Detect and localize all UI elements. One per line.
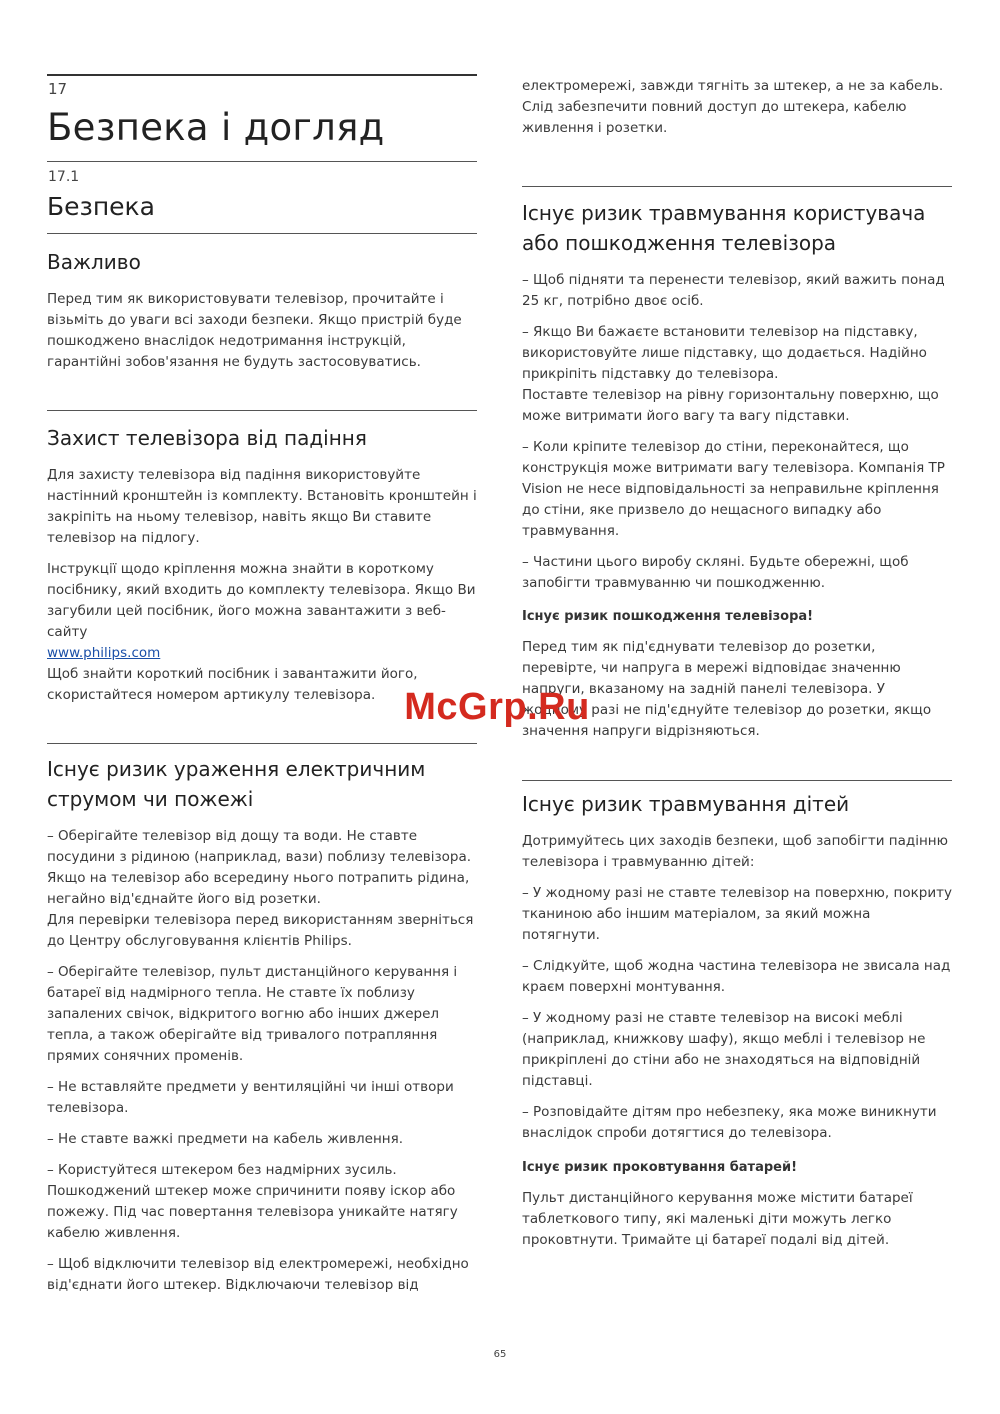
shock-heading: Існує ризик ураження електричним струмом чи пожежі [47,757,426,811]
shock-paragraph-1a: – Оберігайте телевізор від дощу та води. Не ставте посудини з рідиною (наприклад, вази) поблизу телевізора. Якщо на телевізор або всередину нього потрапить рідина, негайно від'єднайте його від розетки. [47,828,472,907]
chapter-title: Безпека і догляд [47,106,385,149]
injury-paragraph-4: – Частини цього виробу скляні. Будьте обережні, щоб запобігти травмуванню чи пошкодженню. [522,554,909,591]
damage-subheading: Існує ризик пошкодження телевізора! [522,609,814,624]
shock-paragraph-5: – Користуйтеся штекером без надмірних зусиль. Пошкоджений штекер може спричинити появу іскор або пожежу. Під час повертання телевізора уникайте натягу кабелю живлення. [47,1162,458,1241]
injury-heading: Існує ризик травмування користувача або пошкодження телевізора [522,201,926,255]
injury-rule [522,186,952,187]
section-rule [47,161,477,162]
shock-paragraph-1b: Для перевірки телевізора перед використанням зверніться до Центру обслуговування клієнтів Philips. [47,912,474,949]
shock-paragraph-3: – Не вставляйте предмети у вентиляційні чи інші отвори телевізора. [47,1079,454,1116]
fall-paragraph-2 [47,559,477,706]
injury-paragraph-3: – Коли кріпите телевізор до стіни, переконайтеся, що конструкція може витримати вагу телевізора. Компанія TP Vision не несе відповідальності за неправильне кріплення до стіни, яке призвело до нещасного випадку або травмування. [522,439,945,539]
chapter-number: 17 [48,80,68,98]
shock-paragraph-6-continued: електромережі, завжди тягніть за штекер, а не за кабель. Слід забезпечити повний доступ до штекера, кабелю живлення і розетки. [522,78,944,136]
children-paragraph-2: – У жодному разі не ставте телевізор на поверхню, покриту тканиною або іншим матеріалом, за який можна потягнути. [522,885,952,943]
children-rule [522,780,952,781]
injury-paragraph-1: – Щоб підняти та перенести телевізор, який важить понад 25 кг, потрібно двоє осіб. [522,272,945,309]
chapter-rule [47,74,477,76]
injury-paragraph-2 [522,322,952,427]
children-paragraph-3: – Слідкуйте, щоб жодна частина телевізора не звисала над краєм поверхні монтування. [522,958,951,995]
shock-paragraph-4: – Не ставте важкі предмети на кабель живлення. [47,1131,404,1147]
children-paragraph-4: – У жодному разі не ставте телевізор на високі меблі (наприклад, книжкову шафу), якщо меблі і телевізор не прикріплені до стіни або не знаходяться на відповідній підставці. [522,1010,926,1089]
fall-paragraph-2-text: Інструкції щодо кріплення можна знайти в короткому посібнику, який входить до комплекту телевізора. Якщо Ви загубили цей посібник, його можна завантажити з веб-сайту [47,561,476,640]
shock-paragraph-6: – Щоб відключити телевізор від електромережі, необхідно від'єднати його штекер. Відключаючи телевізор від [47,1256,469,1293]
battery-subheading: Існує ризик проковтування батарей! [522,1160,798,1175]
page-number: 65 [493,1349,507,1360]
shock-rule [47,743,477,744]
shock-paragraph-2: – Оберігайте телевізор, пульт дистанційного керування і батареї від надмірного тепла. Не ставте їх поблизу запалених свічок, відкритого вогню або інших джерел тепла, а також оберігайте від тривалого потрапляння прямих сонячних променів. [47,964,458,1064]
battery-text: Пульт дистанційного керування може містити батареї таблеткового типу, які маленькі діти можуть легко проковтнути. Тримайте ці батареї подалі від дітей. [522,1190,913,1248]
damage-text: Перед тим як під'єднувати телевізор до розетки, перевірте, чи напруга в мережі відповідає значенню напруги, вказаному на задній панелі телевізора. У жодному разі не під'єднуйте телевізор до розетки, якщо значення напруги відрізняються. [522,639,932,739]
children-paragraph-5: – Розповідайте дітям про небезпеку, яка може виникнути внаслідок спроби дотягтися до телевізора. [522,1104,937,1141]
important-rule [47,233,477,234]
fall-paragraph-1: Для захисту телевізора від падіння використовуйте настінний кронштейн із комплекту. Встановіть кронштейн і закріпіть на ньому телевізор, навіть якщо Ви ставите телевізор на підлогу. [47,467,477,546]
left-column [47,0,477,1306]
section-title: Безпека [47,192,155,221]
philips-link[interactable]: www.philips.com [47,645,161,661]
children-paragraph-1: Дотримуйтесь цих заходів безпеки, щоб запобігти падінню телевізора і травмуванню дітей: [522,833,948,870]
fall-paragraph-2-after: Щоб знайти короткий посібник і завантажити його, скористайтеся номером артикулу телевізора. [47,666,418,703]
important-text: Перед тим як використовувати телевізор, прочитайте і візьміть до уваги всі заходи безпеки. Якщо пристрій буде пошкоджено внаслідок недотримання інструкцій, гарантійні зобов'язання не будуть застосовуватись. [47,291,462,370]
children-heading: Існує ризик травмування дітей [522,792,850,816]
important-heading: Важливо [47,250,141,274]
fall-heading: Захист телевізора від падіння [47,426,367,450]
watermark: McGrp.Ru [404,686,590,728]
section-number: 17.1 [48,169,80,185]
injury-paragraph-2b: Поставте телевізор на рівну горизонтальну поверхню, що може витримати його вагу та вагу підставки. [522,387,939,424]
injury-paragraph-2a: – Якщо Ви бажаєте встановити телевізор на підставку, використовуйте лише підставку, що додається. Надійно прикріпіть підставку до телевізора. [522,324,927,382]
fall-rule [47,410,477,411]
right-column [522,0,952,1261]
shock-paragraph-1 [47,826,477,952]
